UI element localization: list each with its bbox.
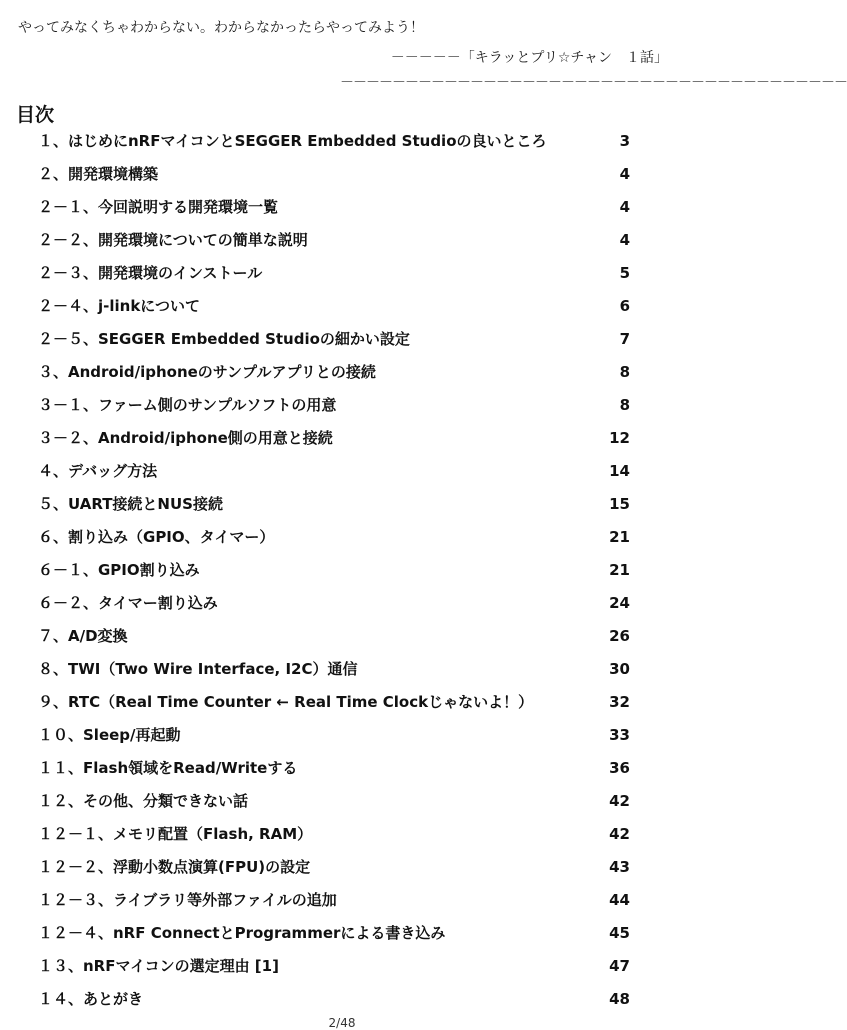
toc-entry-page: 24 — [609, 593, 630, 612]
toc-entry[interactable] — [38, 190, 630, 223]
toc-entry-page: 21 — [609, 560, 630, 579]
toc-entry-label: ３、Android/iphoneのサンプルアプリとの接続 — [38, 363, 376, 381]
epigraph-attribution: －－－－－「キラッとプリ☆チャン １話」 — [390, 50, 668, 66]
toc-entry-label: ２－２、開発環境についての簡単な説明 — [38, 231, 308, 249]
toc-entry-label: １２、その他、分類できない話 — [38, 792, 249, 810]
toc-entry-label: ３－１、ファーム側のサンプルソフトの用意 — [38, 396, 337, 414]
toc-entry[interactable] — [38, 652, 630, 685]
toc-entry-page: 43 — [609, 857, 630, 876]
toc-entry[interactable] — [38, 256, 630, 289]
toc-entry[interactable] — [38, 553, 630, 586]
toc-entry-label: １２－１、メモリ配置（Flash, RAM） — [38, 825, 313, 843]
toc-entry-page: 32 — [609, 692, 630, 711]
toc-entry-label: ４、デバッグ方法 — [38, 462, 158, 480]
toc-entry[interactable] — [38, 619, 630, 652]
toc-entry-page: 26 — [609, 626, 630, 645]
toc-entry-page: 45 — [609, 923, 630, 942]
toc-entry[interactable] — [38, 520, 630, 553]
toc-entry[interactable] — [38, 487, 630, 520]
toc-entry-label: ２、開発環境構築 — [38, 165, 159, 183]
toc-entry[interactable] — [38, 850, 630, 883]
toc-entry[interactable] — [38, 454, 630, 487]
toc-entry-page: 47 — [609, 956, 630, 975]
toc-entry-page: 21 — [609, 527, 630, 546]
toc-entry-label: ８、TWI（Two Wire Interface, I2C）通信 — [38, 660, 358, 678]
toc-entry-label: ６－２、タイマー割り込み — [38, 594, 218, 612]
toc-entry-label: １、はじめにnRFマイコンとSEGGER Embedded Studioの良いところ — [38, 132, 547, 150]
toc-entry[interactable] — [38, 157, 630, 190]
toc-entry-page: 42 — [609, 791, 630, 810]
toc-entry[interactable] — [38, 685, 630, 718]
toc-entry-label: ２－３、開発環境のインストール — [38, 264, 263, 282]
toc-entry-page: 4 — [619, 164, 630, 183]
toc-entry-page: 36 — [609, 758, 630, 777]
toc-entry-page: 6 — [619, 296, 630, 315]
toc-entry-label: ９、RTC（Real Time Counter ← Real Time Clockじゃないよ！） — [38, 693, 534, 711]
toc-entry-page: 7 — [619, 329, 630, 348]
epigraph: やってみなくちゃわからない。わからなかったらやってみよう！ — [18, 20, 424, 36]
toc-entry[interactable] — [38, 388, 630, 421]
toc-entry-label: ６、割り込み（GPIO、タイマー） — [38, 528, 275, 546]
toc-entry-label: １２－４、nRF ConnectとProgrammerによる書き込み — [38, 924, 446, 942]
toc-entry[interactable] — [38, 718, 630, 751]
toc-entry-label: １２－２、浮動小数点演算(FPU)の設定 — [38, 858, 311, 876]
table-of-contents — [38, 124, 630, 1015]
toc-entry-page: 44 — [609, 890, 630, 909]
toc-entry-page: 42 — [609, 824, 630, 843]
toc-entry[interactable] — [38, 751, 630, 784]
toc-entry[interactable] — [38, 586, 630, 619]
toc-entry[interactable] — [38, 421, 630, 454]
toc-entry[interactable] — [38, 949, 630, 982]
toc-entry[interactable] — [38, 355, 630, 388]
toc-entry[interactable] — [38, 784, 630, 817]
toc-entry-page: 4 — [619, 230, 630, 249]
toc-entry-label: ３－２、Android/iphone側の用意と接続 — [38, 429, 333, 447]
toc-entry-page: 33 — [609, 725, 630, 744]
toc-entry[interactable] — [38, 223, 630, 256]
toc-entry-page: 30 — [609, 659, 630, 678]
toc-entry[interactable] — [38, 817, 630, 850]
toc-entry[interactable] — [38, 289, 630, 322]
toc-entry[interactable] — [38, 322, 630, 355]
toc-entry-page: 4 — [619, 197, 630, 216]
toc-title: 目次 — [16, 104, 55, 126]
page-number-footer: 2/48 — [328, 1016, 356, 1030]
toc-entry-label: １０、Sleep/再起動 — [38, 726, 181, 744]
toc-entry-page: 48 — [609, 989, 630, 1008]
toc-entry[interactable] — [38, 124, 630, 157]
toc-entry-label: １４、あとがき — [38, 990, 144, 1008]
toc-entry-page: 12 — [609, 428, 630, 447]
toc-entry-label: ６－１、GPIO割り込み — [38, 561, 200, 579]
toc-entry-label: １２－３、ライブラリ等外部ファイルの追加 — [38, 891, 337, 909]
toc-entry-page: 5 — [619, 263, 630, 282]
toc-entry-label: １３、nRFマイコンの選定理由 [1] — [38, 957, 279, 975]
toc-entry-page: 3 — [619, 131, 630, 150]
toc-entry-page: 15 — [609, 494, 630, 513]
toc-entry[interactable] — [38, 916, 630, 949]
separator-line: －－－－－－－－－－－－－－－－－－－－－－－－－－－－－－－－－－－－－－－ — [340, 75, 847, 91]
toc-entry-label: ２－１、今回説明する開発環境一覧 — [38, 198, 279, 216]
toc-entry-label: ７、A/D変換 — [38, 627, 128, 645]
toc-entry-page: 14 — [609, 461, 630, 480]
toc-entry-label: ２－４、j-linkについて — [38, 297, 201, 315]
toc-entry-label: １１、Flash領域をRead/Writeする — [38, 759, 298, 777]
toc-entry[interactable] — [38, 883, 630, 916]
toc-entry-page: 8 — [619, 362, 630, 381]
toc-entry-page: 8 — [619, 395, 630, 414]
toc-entry-label: ２－５、SEGGER Embedded Studioの細かい設定 — [38, 330, 410, 348]
toc-entry-label: ５、UART接続とNUS接続 — [38, 495, 223, 513]
toc-entry[interactable] — [38, 982, 630, 1015]
